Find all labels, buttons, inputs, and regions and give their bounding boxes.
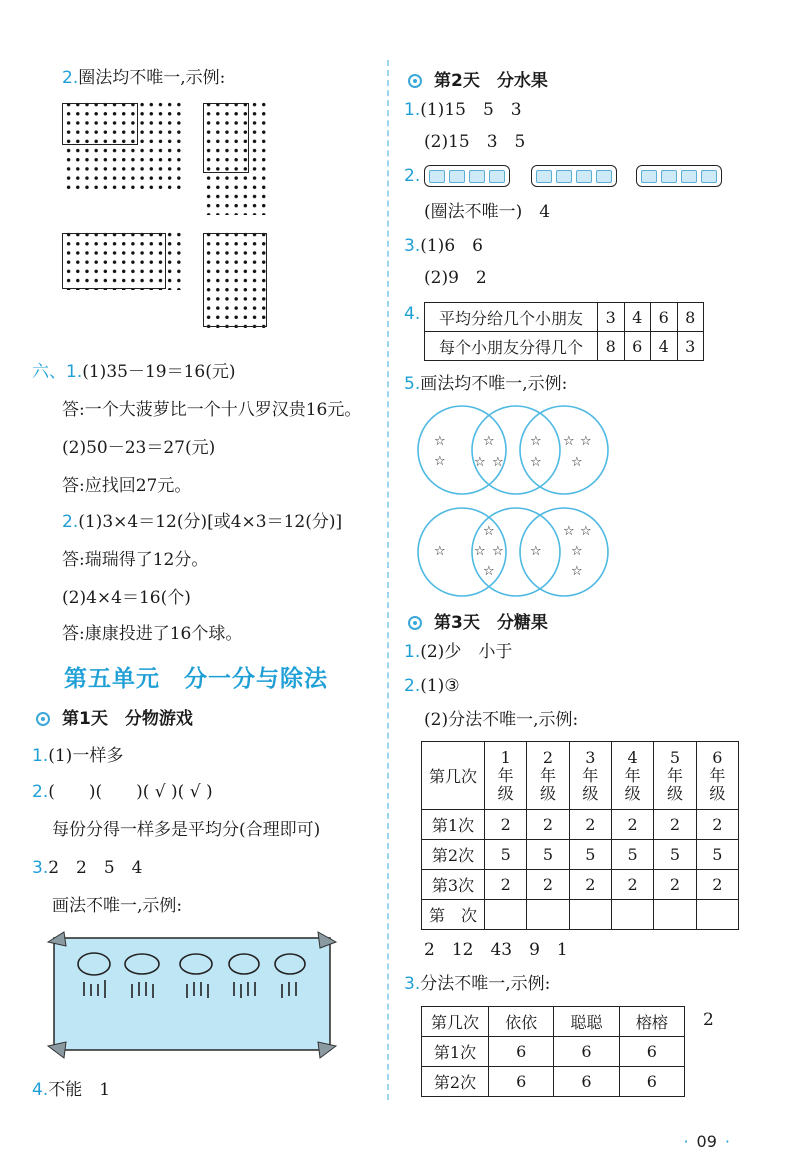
table-cell: 5 [485, 840, 527, 870]
table-cell [527, 900, 569, 930]
d2-q2-note: (圈法不唯一) 4 [424, 202, 551, 222]
day3-header: 第3天 分糖果 [408, 608, 548, 633]
star-icon: ☆ [571, 544, 583, 559]
d2-q3-1: 3.(1)6 6 [404, 236, 483, 256]
table-row-head: 第2次 [422, 840, 485, 870]
s6-q1-2: (2)50－23＝27(元) [62, 438, 216, 458]
table-col-head: 6 年 级 [696, 742, 738, 810]
fruit-box-icon [576, 170, 592, 183]
table-row-head: 第3次 [422, 870, 485, 900]
d2-q5: 5.画法均不唯一,示例: [404, 374, 568, 394]
table-corner: 第几次 [422, 1007, 489, 1037]
fruit-box-icon [489, 170, 505, 183]
table-cell: 2 [485, 810, 527, 840]
circle-bullet-icon [408, 616, 422, 630]
star-icon: ☆ [563, 434, 575, 449]
table-row-head: 第1次 [422, 1037, 489, 1067]
s6-q2-1: 2.(1)3×4＝12(分)[或4×3＝12(分)] [62, 512, 343, 532]
s6-q1-1: 六、1.(1)35－19＝16(元) [32, 362, 236, 382]
table-cell: 6 [619, 1067, 684, 1097]
table-col-head: 榕榕 [619, 1007, 684, 1037]
table-cell: 5 [696, 840, 738, 870]
d1-q4: 4.不能 1 [32, 1080, 111, 1100]
table-cell: 5 [611, 840, 653, 870]
star-icon: ☆ [492, 544, 504, 559]
table-cell: 6 [624, 332, 651, 361]
fruit-box-icon [681, 170, 697, 183]
d1-q2: 2.( )( )( √ )( √ ) [32, 782, 213, 802]
fruit-box-icon [449, 170, 465, 183]
star-icon: ☆ [530, 544, 542, 559]
s6-q2-2: (2)4×4＝16(个) [62, 588, 191, 608]
star-icon: ☆ [474, 544, 486, 559]
star-icon: ☆ [530, 455, 542, 470]
d1-q1: 1.(1)一样多 [32, 746, 124, 766]
star-icon: ☆ [434, 434, 446, 449]
table-cell: 5 [654, 840, 696, 870]
table-col-head: 依依 [489, 1007, 554, 1037]
table-cell: 4 [651, 332, 678, 361]
table-cell: 6 [651, 303, 678, 332]
table-cell [654, 900, 696, 930]
star-icon: ☆ [580, 434, 592, 449]
table-row-head: 第 次 [422, 900, 485, 930]
star-icon: ☆ [434, 544, 446, 559]
table-corner: 第几次 [422, 742, 485, 810]
page-number: · 09 · [683, 1132, 730, 1151]
d2-q1-2: (2)15 3 5 [424, 132, 526, 152]
table-cell: 3 [598, 303, 625, 332]
table-row-head: 平均分给几个小朋友 [425, 303, 598, 332]
table-cell [485, 900, 527, 930]
table-cell: 2 [527, 810, 569, 840]
d2-share-table [424, 302, 704, 361]
circle-bullet-icon [36, 712, 50, 726]
table-cell: 6 [554, 1067, 619, 1097]
table-cell: 4 [624, 303, 651, 332]
s6-a1-2: 答:应找回27元。 [62, 476, 192, 496]
fruit-box-icon [661, 170, 677, 183]
fruit-box-icon [429, 170, 445, 183]
d3-candy-table [421, 741, 739, 930]
fruit-box-icon [596, 170, 612, 183]
d2-q3-2: (2)9 2 [424, 268, 487, 288]
table-row-head: 第2次 [422, 1067, 489, 1097]
d1-q3: 3.2 2 5 4 [32, 858, 143, 878]
table-cell: 3 [677, 332, 704, 361]
s6-a2-1: 答:瑞瑞得了12分。 [62, 550, 209, 570]
table-cell: 2 [569, 870, 611, 900]
table-row-head: 每个小朋友分得几个 [425, 332, 598, 361]
table-col-head: 3 年 级 [569, 742, 611, 810]
d3-split-table [421, 1006, 685, 1097]
table-cell: 2 [696, 870, 738, 900]
star-icon: ☆ [571, 564, 583, 579]
star-icon: ☆ [530, 434, 542, 449]
table-cell [696, 900, 738, 930]
d2-q1-1: 1.(1)15 5 3 [404, 100, 522, 120]
star-icon: ☆ [483, 434, 495, 449]
table-col-head: 2 年 级 [527, 742, 569, 810]
table-cell: 2 [569, 810, 611, 840]
d3-q1: 1.(2)少 小于 [404, 642, 513, 662]
column-divider [387, 60, 389, 1100]
star-icon: ☆ [563, 524, 575, 539]
unit-title: 第五单元 分一分与除法 [64, 666, 328, 692]
q2-line [62, 66, 225, 90]
d3-q2-2: (2)分法不唯一,示例: [424, 710, 579, 730]
fruit-box-icon [536, 170, 552, 183]
d2-q2-label: 2. [404, 166, 421, 186]
star-icon: ☆ [483, 564, 495, 579]
star-icon: ☆ [483, 524, 495, 539]
d3-q3-extra: 2 [703, 1010, 714, 1030]
dot-grid-4-circle [203, 233, 267, 327]
plate-drawing [44, 928, 340, 1062]
fruit-box-icon [469, 170, 485, 183]
table-cell: 5 [527, 840, 569, 870]
d1-q2-note: 每份分得一样多是平均分(合理即可) [52, 820, 321, 840]
table-cell: 5 [569, 840, 611, 870]
star-icon: ☆ [474, 455, 486, 470]
day1-header: 第1天 分物游戏 [36, 704, 193, 729]
d1-q3-note: 画法不唯一,示例: [52, 896, 183, 916]
table-col-head: 聪聪 [554, 1007, 619, 1037]
table-col-head: 4 年 级 [611, 742, 653, 810]
fruit-group-1 [424, 165, 510, 187]
dot-grid-2-circle [203, 103, 249, 173]
table-cell: 2 [611, 810, 653, 840]
table-cell: 2 [527, 870, 569, 900]
table-col-head: 1 年 级 [485, 742, 527, 810]
star-icon: ☆ [492, 455, 504, 470]
fruit-group-2 [531, 165, 617, 187]
s6-a2-2: 答:康康投进了16个球。 [62, 624, 243, 644]
table-cell: 6 [489, 1037, 554, 1067]
q2-text: 圈法均不唯一,示例: [78, 68, 226, 88]
d3-q2-answer: 2 12 43 9 1 [424, 940, 568, 960]
fruit-box-icon [701, 170, 717, 183]
dot-grid-1-circle [62, 103, 138, 145]
star-icon: ☆ [434, 454, 446, 469]
circles-drawing-1 [414, 404, 614, 500]
fruit-group-3 [636, 165, 722, 187]
star-icon: ☆ [571, 455, 583, 470]
s6-a1-1: 答:一个大菠萝比一个十八罗汉贵16元。 [62, 400, 362, 420]
d3-q2-1: 2.(1)③ [404, 676, 460, 696]
table-cell: 2 [485, 870, 527, 900]
table-cell: 6 [619, 1037, 684, 1067]
circle-bullet-icon [408, 74, 422, 88]
table-cell: 2 [611, 870, 653, 900]
day2-header: 第2天 分水果 [408, 66, 548, 91]
table-cell: 8 [677, 303, 704, 332]
star-icon: ☆ [580, 524, 592, 539]
fruit-box-icon [641, 170, 657, 183]
table-cell: 6 [489, 1067, 554, 1097]
s6-number: 六、1. [32, 362, 83, 382]
table-cell: 2 [696, 810, 738, 840]
d2-q4-label: 4. [404, 304, 421, 324]
dot-grid-3-circle [62, 233, 166, 289]
table-row-head: 第1次 [422, 810, 485, 840]
table-col-head: 5 年 级 [654, 742, 696, 810]
table-cell [569, 900, 611, 930]
table-cell: 6 [554, 1037, 619, 1067]
table-cell: 2 [654, 870, 696, 900]
fruit-box-icon [556, 170, 572, 183]
table-cell: 2 [654, 810, 696, 840]
table-cell: 8 [598, 332, 625, 361]
d3-q3: 3.分法不唯一,示例: [404, 974, 551, 994]
q2-number: 2. [62, 68, 79, 88]
table-cell [611, 900, 653, 930]
